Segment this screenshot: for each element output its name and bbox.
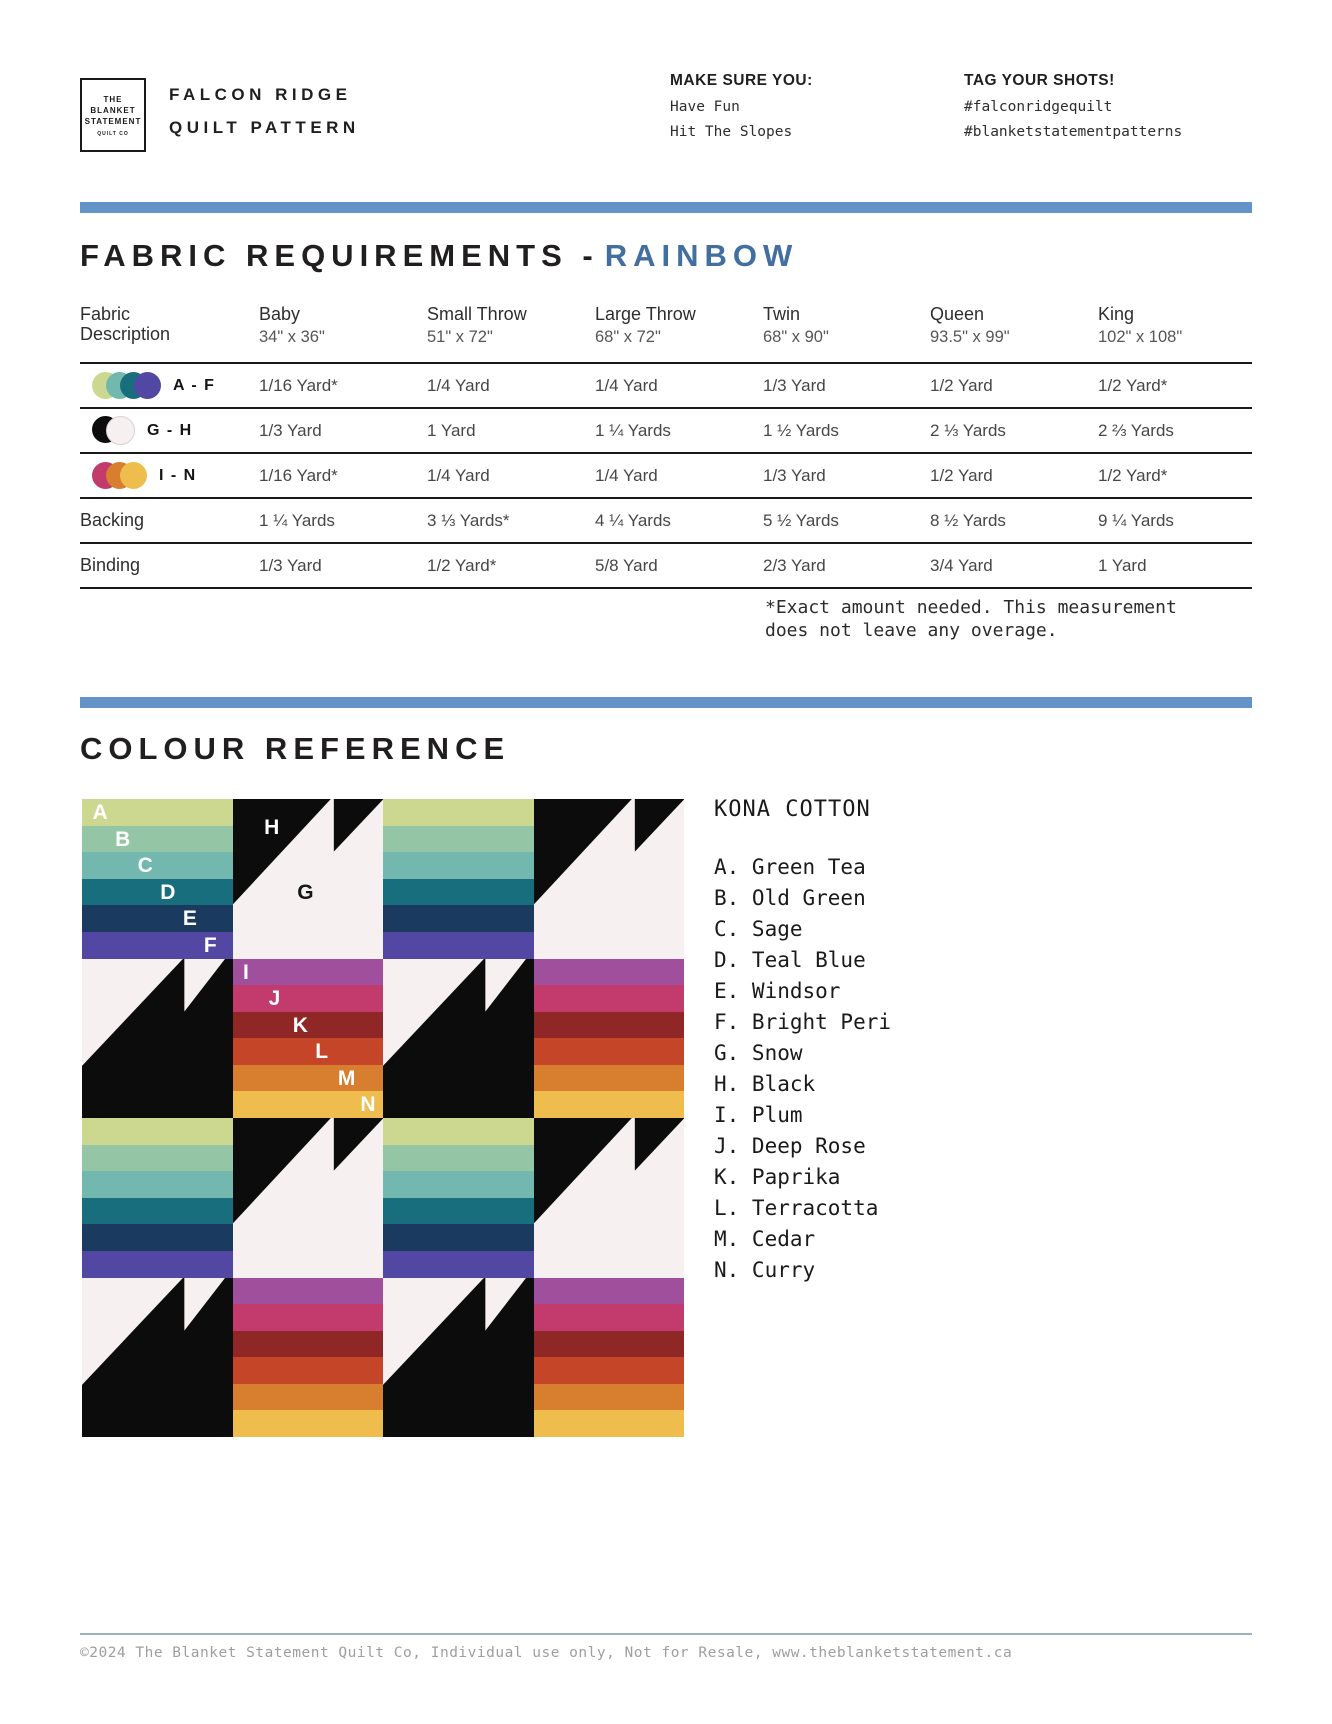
column-header-small-throw (427, 304, 595, 362)
quilt-block-in (534, 959, 685, 1119)
quilt-stripe-K (534, 1012, 685, 1039)
quilt-block-peak (233, 1118, 384, 1278)
hashtag-1: #falconridgequilt (964, 99, 1113, 115)
quilt-letter-I: I (243, 960, 249, 984)
quilt-block-af (383, 1118, 534, 1278)
quilt-letter-G: G (297, 880, 314, 904)
kona-colour-item: I. Plum (714, 1103, 803, 1127)
column-header-twin (763, 304, 930, 362)
quilt-stripe-I (534, 1278, 685, 1305)
yardage-value: 1/4 Yard (595, 375, 658, 395)
footer-copyright: ©2024 The Blanket Statement Quilt Co, Individual use only, Not for Resale, www.theblanketstatement.ca (80, 1645, 1013, 1661)
fabric-swatch-icon (80, 372, 161, 399)
logo-text-the: THE (103, 94, 123, 104)
quilt-stripe-C (383, 852, 534, 879)
row-label: I - N (159, 466, 197, 484)
quilt-letter-E: E (182, 907, 197, 931)
fabric-swatch-icon (80, 462, 147, 489)
quilt-stripe-D (82, 1198, 233, 1225)
quilt-stripe-E (383, 1224, 534, 1251)
kona-colour-list (714, 852, 891, 1286)
column-name: Large Throw (595, 304, 696, 324)
hashtag-2: #blanketstatementpatterns (964, 124, 1183, 140)
quilt-stripe-A (82, 1118, 233, 1145)
quilt-letter-D: D (160, 880, 176, 904)
column-size: 51" x 72" (427, 328, 493, 346)
quilt-stripe-L (534, 1038, 685, 1065)
make-sure-line-1: Have Fun (670, 99, 740, 115)
kona-colour-item: J. Deep Rose (714, 1134, 866, 1158)
exact-amount-note (765, 596, 1177, 642)
row-label-cell (80, 372, 259, 399)
quilt-stripe-J (233, 985, 384, 1012)
quilt-letter-B: B (115, 827, 131, 851)
quilt-letter-K: K (292, 1013, 308, 1037)
yardage-value: 1/4 Yard (427, 465, 490, 485)
yardage-value: 1/2 Yard* (1098, 465, 1168, 485)
yardage-value: 1/16 Yard* (259, 375, 338, 395)
quilt-letter-L: L (315, 1040, 329, 1064)
row-label-cell (80, 555, 259, 576)
kona-colour-item: L. Terracotta (714, 1196, 879, 1220)
fabric-requirements-title (80, 238, 798, 274)
quilt-block-in (233, 1278, 384, 1438)
quilt-stripe-J (534, 985, 685, 1012)
table-row (80, 542, 1252, 589)
table-header-row (80, 304, 1252, 362)
quilt-block-mountain (383, 959, 534, 1119)
quilt-stripe-M (534, 1065, 685, 1092)
pattern-name: FALCON RIDGE (169, 85, 352, 104)
quilt-stripe-N (233, 1410, 384, 1437)
section-divider-bar-top (80, 202, 1252, 213)
yardage-value: 1/3 Yard (259, 420, 322, 440)
kona-colour-item: D. Teal Blue (714, 948, 866, 972)
quilt-stripe-M (233, 1065, 384, 1092)
row-label: A - F (173, 376, 216, 394)
quilt-stripe-K (534, 1331, 685, 1358)
yardage-value: 1 Yard (1098, 555, 1147, 575)
quilt-block-af (82, 1118, 233, 1278)
yardage-value: 1/2 Yard (930, 375, 993, 395)
quilt-stripe-D (82, 879, 233, 906)
column-header-queen (930, 304, 1098, 362)
row-label: Binding (80, 555, 141, 575)
tag-shots-heading: TAG YOUR SHOTS! (964, 72, 1115, 89)
column-size: 102" x 108" (1098, 328, 1183, 346)
colour-reference-title: COLOUR REFERENCE (80, 731, 511, 766)
table-row (80, 452, 1252, 497)
swatch-circle (134, 372, 161, 399)
yardage-value: 1/2 Yard (930, 465, 993, 485)
kona-colour-item: B. Old Green (714, 886, 866, 910)
row-label: Backing (80, 510, 145, 530)
kona-colour-item: M. Cedar (714, 1227, 816, 1251)
column-header-large-throw (595, 304, 763, 362)
quilt-stripe-C (82, 1171, 233, 1198)
logo-text-blanket: BLANKET (90, 105, 136, 115)
yardage-value: 3 ⅓ Yards* (427, 510, 510, 530)
yardage-value: 2/3 Yard (763, 555, 826, 575)
quilt-stripe-F (383, 932, 534, 959)
yardage-value: 5 ½ Yards (763, 510, 839, 530)
yardage-value: 8 ½ Yards (930, 510, 1006, 530)
quilt-letter-A: A (92, 801, 108, 824)
kona-colour-item: H. Black (714, 1072, 816, 1096)
yardage-value: 1 ¼ Yards (595, 420, 671, 440)
quilt-letter-H: H (264, 815, 280, 839)
section-divider-bar-middle (80, 697, 1252, 708)
column-name: Fabric (80, 304, 131, 324)
quilt-stripe-M (534, 1384, 685, 1411)
kona-colour-item: E. Windsor (714, 979, 841, 1003)
quilt-letter-J: J (268, 987, 281, 1011)
column-size: 93.5" x 99" (930, 328, 1010, 346)
quilt-letter-N: N (360, 1093, 376, 1117)
quilt-stripe-M (233, 1384, 384, 1411)
quilt-stripe-B (383, 826, 534, 853)
note-line-1: *Exact amount needed. This measurement (765, 597, 1177, 618)
quilt-stripe-E (383, 905, 534, 932)
column-name: Small Throw (427, 304, 527, 324)
quilt-block-af (383, 799, 534, 959)
quilt-stripe-I (534, 959, 685, 986)
yardage-value: 1/3 Yard (763, 465, 826, 485)
quilt-block-in (233, 959, 384, 1119)
quilt-colour-diagram (82, 799, 684, 1437)
quilt-stripe-A (383, 799, 534, 826)
quilt-stripe-D (383, 879, 534, 906)
yardage-value: 1/3 Yard (259, 555, 322, 575)
column-size: 68" x 90" (763, 328, 829, 346)
quilt-stripe-B (82, 1145, 233, 1172)
quilt-stripe-I (233, 959, 384, 986)
yardage-value: 1/2 Yard* (427, 555, 497, 575)
quilt-stripe-J (534, 1304, 685, 1331)
swatch-circle (106, 416, 135, 445)
yardage-value: 1 ¼ Yards (259, 510, 335, 530)
kona-cotton-heading: KONA COTTON (714, 797, 871, 822)
quilt-stripe-I (233, 1278, 384, 1305)
quilt-block-mountain (383, 1278, 534, 1438)
column-header-king (1098, 304, 1251, 362)
kona-colour-item: K. Paprika (714, 1165, 841, 1189)
column-header-baby (259, 304, 427, 362)
column-name: Twin (763, 304, 801, 324)
column-size: 68" x 72" (595, 328, 661, 346)
logo-text-statement: STATEMENT (84, 116, 142, 126)
kona-colour-item: C. Sage (714, 917, 803, 941)
quilt-stripe-N (534, 1091, 685, 1118)
quilt-stripe-L (233, 1357, 384, 1384)
quilt-stripe-B (82, 826, 233, 853)
quilt-stripe-C (383, 1171, 534, 1198)
kona-colour-item: N. Curry (714, 1258, 816, 1282)
quilt-letter-C: C (137, 854, 153, 878)
fabric-requirements-title-colorway: RAINBOW (604, 238, 799, 273)
pattern-type: QUILT PATTERN (169, 118, 360, 137)
yardage-value: 1/2 Yard* (1098, 375, 1168, 395)
yardage-value: 1/4 Yard (427, 375, 490, 395)
column-name: Baby (259, 304, 301, 324)
footer-divider (80, 1633, 1252, 1635)
quilt-stripe-K (233, 1331, 384, 1358)
quilt-stripe-N (534, 1410, 685, 1437)
yardage-value: 1 ½ Yards (763, 420, 839, 440)
fabric-swatch-icon (80, 416, 135, 445)
quilt-stripe-E (82, 905, 233, 932)
table-body (80, 362, 1252, 589)
column-header-fabric (80, 304, 259, 362)
quilt-stripe-L (233, 1038, 384, 1065)
quilt-stripe-B (383, 1145, 534, 1172)
kona-colour-item: A. Green Tea (714, 855, 866, 879)
quilt-block-peak (233, 799, 384, 959)
row-label-cell (80, 510, 259, 531)
note-line-2: does not leave any overage. (765, 620, 1058, 641)
yardage-value: 2 ⅔ Yards (1098, 420, 1174, 440)
quilt-stripe-L (534, 1357, 685, 1384)
yardage-value: 9 ¼ Yards (1098, 510, 1174, 530)
yardage-value: 1/3 Yard (763, 375, 826, 395)
fabric-requirements-table (80, 304, 1252, 589)
quilt-stripe-J (233, 1304, 384, 1331)
quilt-stripe-D (383, 1198, 534, 1225)
yardage-value: 2 ⅓ Yards (930, 420, 1006, 440)
kona-colour-item: G. Snow (714, 1041, 803, 1065)
yardage-value: 5/8 Yard (595, 555, 658, 575)
quilt-block-peak (534, 799, 685, 959)
column-size: 34" x 36" (259, 328, 325, 346)
row-label-cell (80, 462, 259, 489)
table-row (80, 407, 1252, 452)
quilt-stripe-F (82, 1251, 233, 1278)
row-label-cell (80, 416, 259, 445)
quilt-block-mountain (82, 1278, 233, 1438)
quilt-block-af (82, 799, 233, 959)
quilt-letter-M: M (337, 1066, 356, 1090)
yardage-value: 1/4 Yard (595, 465, 658, 485)
quilt-block-peak (534, 1118, 685, 1278)
quilt-block-in (534, 1278, 685, 1438)
quilt-stripe-C (82, 852, 233, 879)
kona-colour-item: F. Bright Peri (714, 1010, 892, 1034)
column-name: King (1098, 304, 1135, 324)
yardage-value: 4 ¼ Yards (595, 510, 671, 530)
quilt-stripe-E (82, 1224, 233, 1251)
table-row (80, 497, 1252, 542)
yardage-value: 3/4 Yard (930, 555, 993, 575)
table-row (80, 362, 1252, 407)
quilt-block-mountain (82, 959, 233, 1119)
logo-text-quiltco: QUILT CO (97, 130, 129, 137)
swatch-circle (120, 462, 147, 489)
column-size: Description (80, 324, 171, 344)
yardage-value: 1 Yard (427, 420, 476, 440)
column-name: Queen (930, 304, 985, 324)
yardage-value: 1/16 Yard* (259, 465, 338, 485)
fabric-requirements-title-main: FABRIC REQUIREMENTS - (80, 238, 599, 273)
make-sure-heading: MAKE SURE YOU: (670, 72, 813, 89)
quilt-stripe-A (383, 1118, 534, 1145)
row-label: G - H (147, 421, 193, 439)
quilt-letter-F: F (203, 933, 217, 957)
make-sure-line-2: Hit The Slopes (670, 124, 793, 140)
brand-logo (80, 78, 146, 152)
quilt-stripe-F (383, 1251, 534, 1278)
